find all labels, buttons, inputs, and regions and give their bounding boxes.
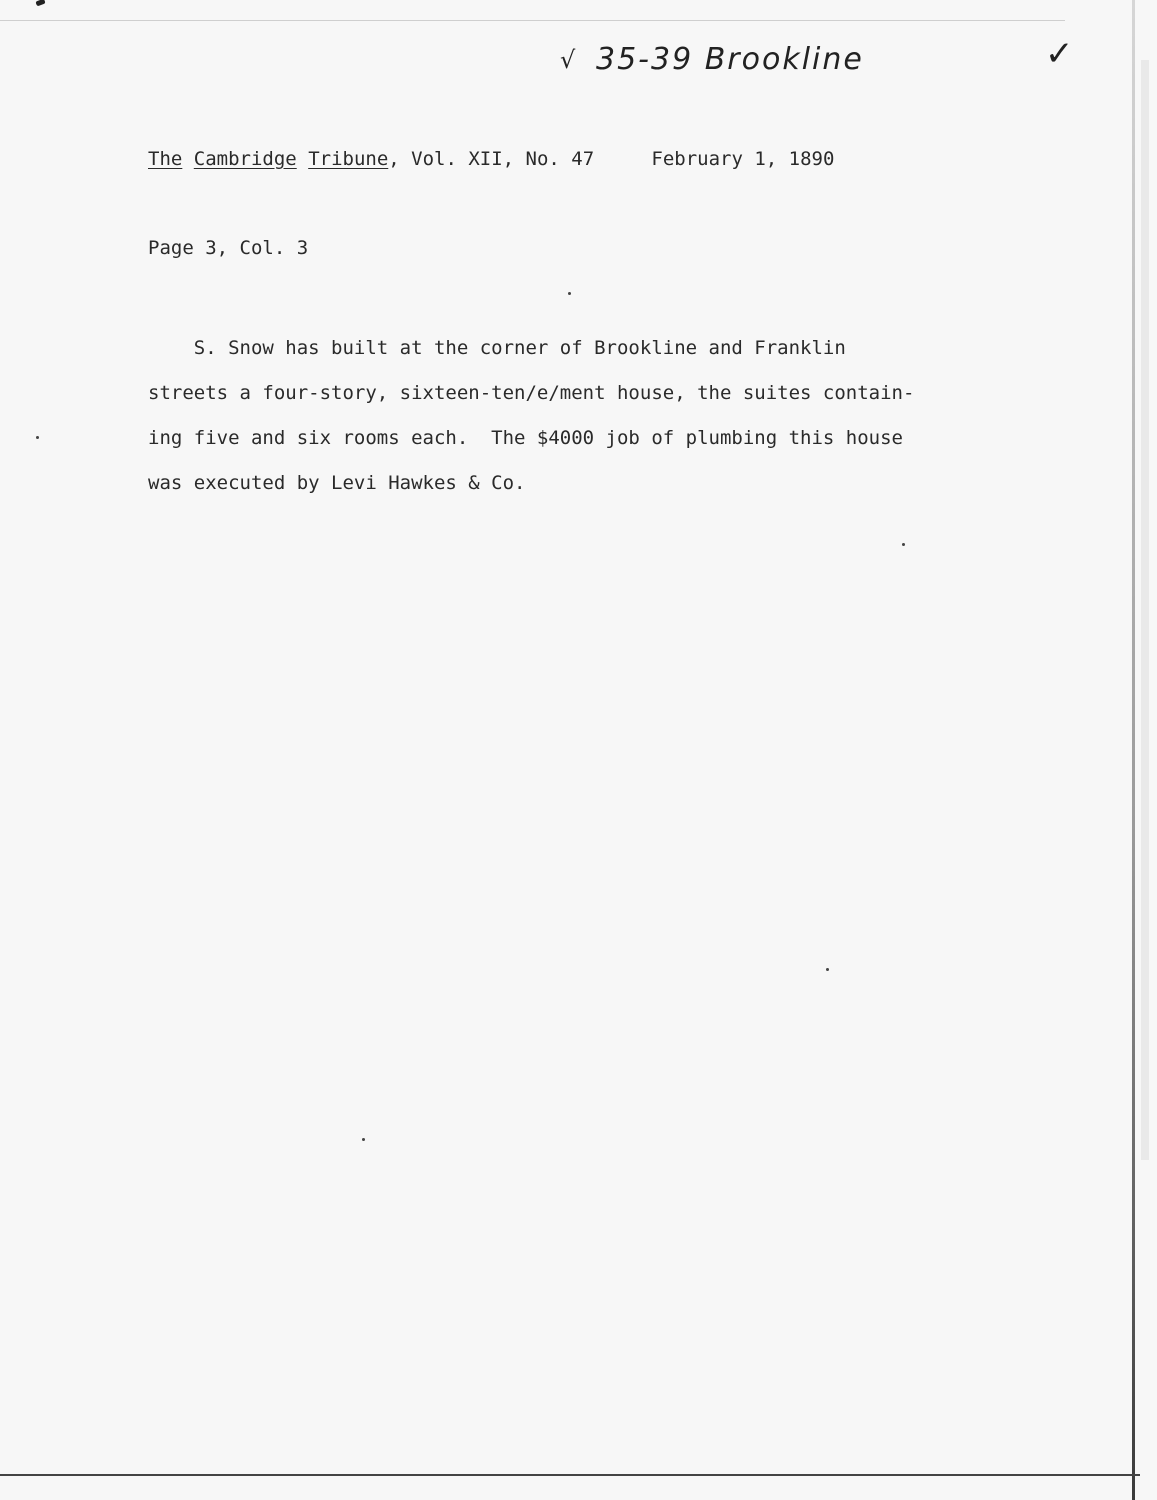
page-edge-shadow [1141,60,1149,1160]
page-reference: Page 3, Col. 3 [148,237,309,259]
paper-speck [902,543,905,546]
body-line: ing five and six rooms each. The $4000 job of plumbing this house [148,427,903,449]
publication-word-tribune: Tribune [308,148,389,170]
paper-speck [826,968,829,971]
handwritten-check-right: ✓ [1045,34,1074,74]
body-line: S. Snow has built at the corner of Brookline and Franklin [148,337,846,359]
publication-word-cambridge: Cambridge [193,148,297,170]
top-edge-line [0,20,1065,21]
bottom-edge-line [0,1474,1140,1476]
paper-speck [36,436,39,439]
publication-word-the: The [148,148,183,170]
body-line: was executed by Levi Hawkes & Co. [148,472,526,494]
volume-number: , Vol. XII, No. 47 [388,148,595,170]
body-line: streets a four-story, sixteen-ten/e/ment house, the suites contain- [148,382,915,404]
citation-line [148,148,834,170]
publication-date: February 1, 1890 [651,148,835,170]
paper-speck [362,1138,365,1141]
handwritten-check-left: √ [560,46,576,74]
paper-speck [568,292,571,295]
article-body [148,326,1078,506]
corner-mark [35,0,45,6]
handwritten-address: 35-39 Brookline [596,42,864,77]
right-page-edge [1132,0,1135,1500]
